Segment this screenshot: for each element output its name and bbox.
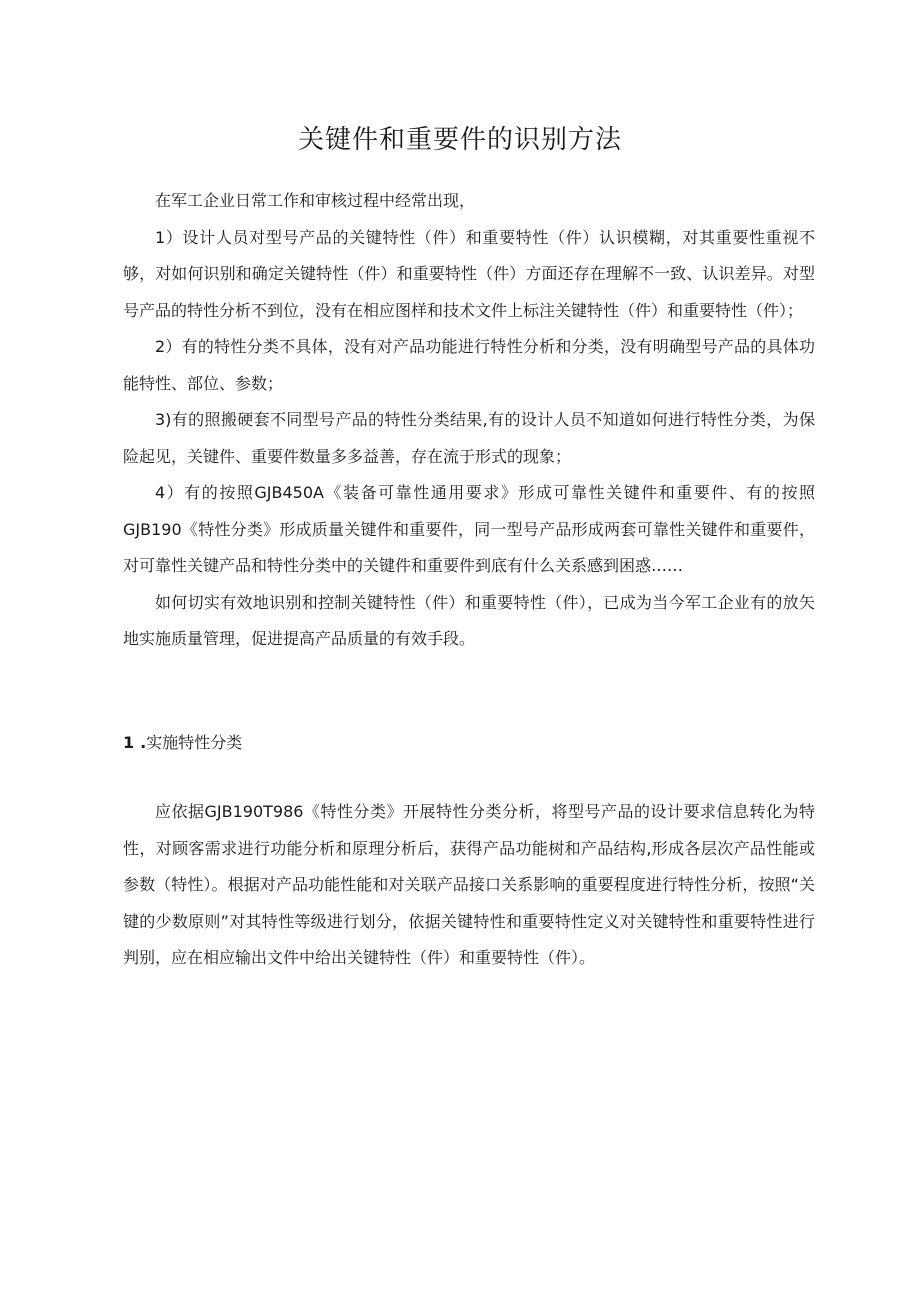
issue-paragraph-4: 4）有的按照GJB450A《装备可靠性通用要求》形成可靠性关键件和重要件、有的按照GJB190《特性分类》形成质量关键件和重要件，同一型号产品形成两套可靠性关键件和重要件，对可靠性关键产品和特性分类中的关键件和重要件到底有什么关系感到困惑…… bbox=[123, 483, 815, 575]
section-body bbox=[123, 794, 815, 977]
section-title: 实施特性分类 bbox=[146, 733, 243, 752]
section-heading bbox=[123, 728, 242, 758]
conclusion-paragraph: 如何切实有效地识别和控制关键特性（件）和重要特性（件），已成为当今军工企业有的放矢地实施质量管理，促进提高产品质量的有效手段。 bbox=[123, 592, 815, 648]
intro-paragraph: 在军工企业日常工作和审核过程中经常出现， bbox=[155, 191, 476, 210]
issue-paragraph-3: 3)有的照搬硬套不同型号产品的特性分类结果,有的设计人员不知道如何进行特性分类，为保险起见，关键件、重要件数量多多益善，存在流于形式的现象； bbox=[123, 410, 815, 466]
intro-section bbox=[123, 183, 815, 658]
document-title: 关键件和重要件的识别方法 bbox=[297, 125, 622, 155]
issue-paragraph-1: 1）设计人员对型号产品的关键特性（件）和重要特性（件）认识模糊，对其重要性重视不够，对如何识别和确定关键特性（件）和重要特性（件）方面还存在理解不一致、认识差异。对型号产品的特性分析不到位，没有在相应图样和技术文件上标注关键特性（件）和重要特性（件）； bbox=[123, 227, 815, 320]
section-number: 1 bbox=[123, 733, 135, 752]
issue-paragraph-2: 2）有的特性分类不具体，没有对产品功能进行特性分析和分类，没有明确型号产品的具体功能特性、部位、参数； bbox=[123, 337, 815, 393]
section-number-dot: . bbox=[140, 733, 147, 752]
section-paragraph: 应依据GJB190T986《特性分类》开展特性分类分析，将型号产品的设计要求信息转化为特性，对顾客需求进行功能分析和原理分析后，获得产品功能树和产品结构,形成各层次产品性能或参数（特性）。根据对产品功能性能和对关联产品接口关系影响的重要程度进行特性分析，按照“关键的少数原则”对其特性等级进行划分，依据关键特性和重要特性定义对关键特性和重要特性进行判别，应在相应输出文件中给出关键特性（件）和重要特性（件）。 bbox=[123, 802, 815, 967]
